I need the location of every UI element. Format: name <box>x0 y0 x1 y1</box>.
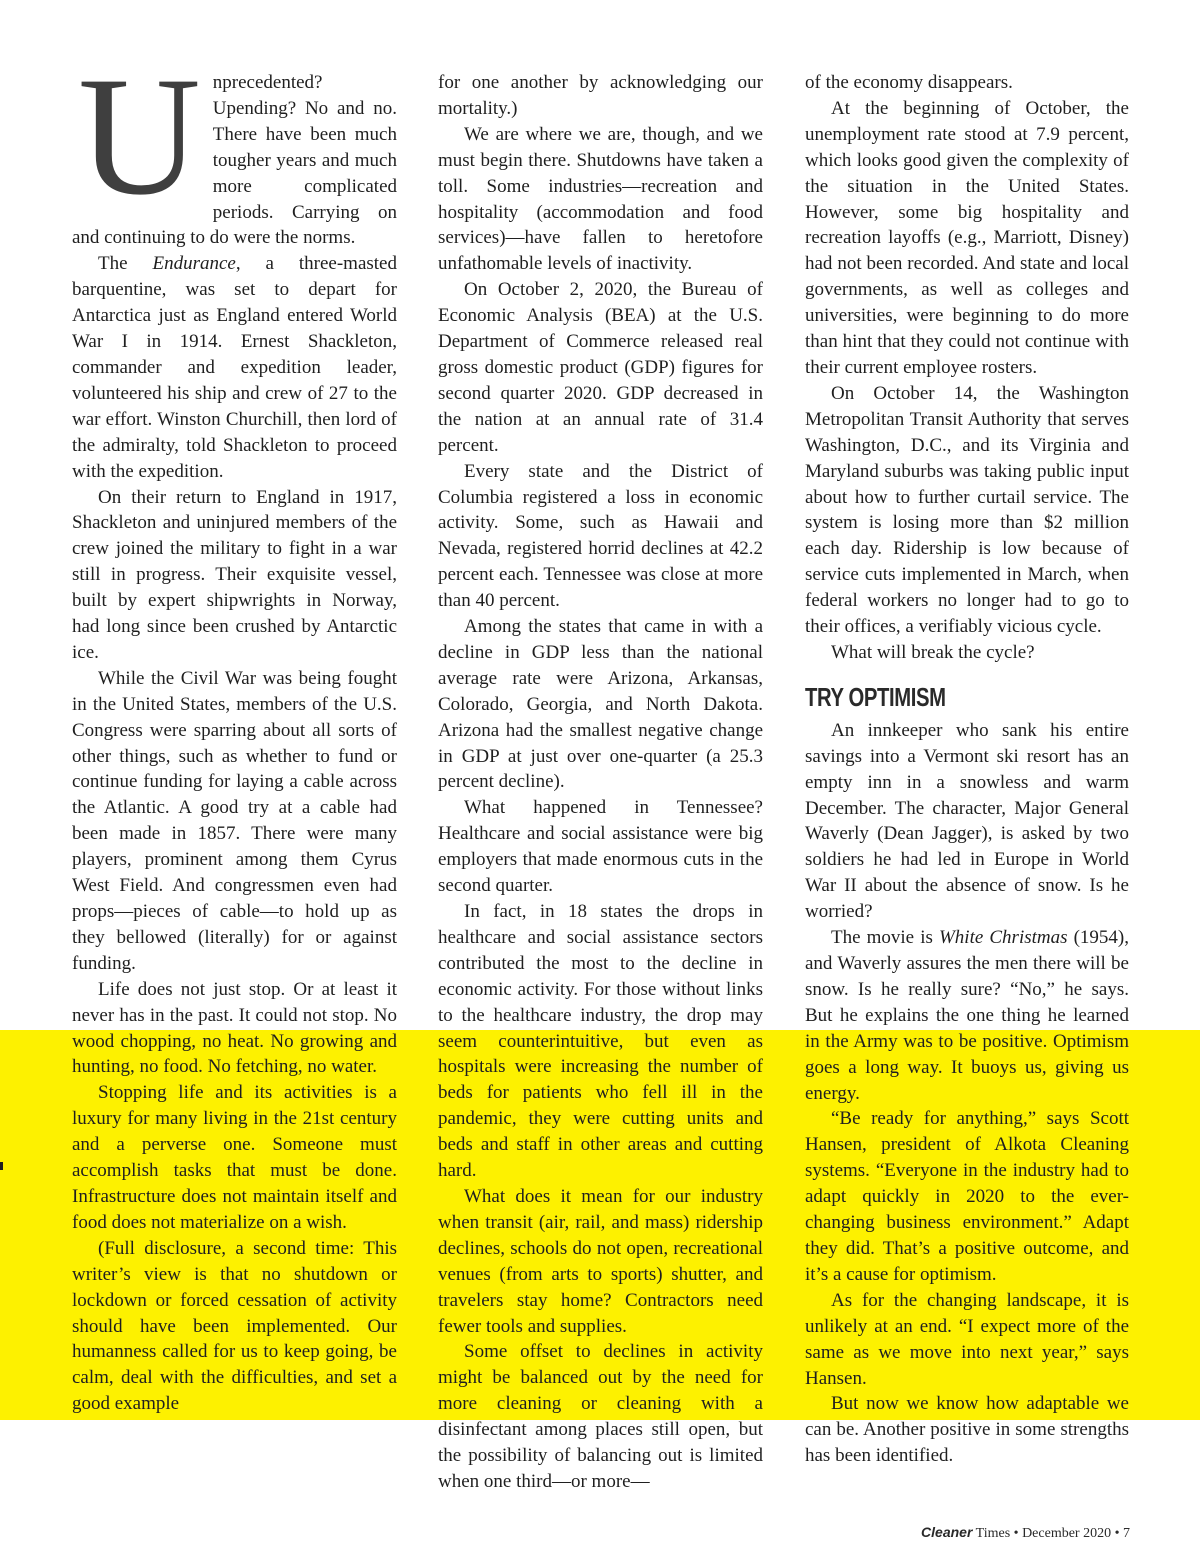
paragraph: “Be ready for anything,” says Scott Hansen, president of Alkota Cleaning systems. “Everyone in the industry had to adapt quickly in 2020 to the ever-changing business environment.” Adapt they did. That’s a positive outcome, and it’s a cause for optimism. <box>805 1108 1129 1285</box>
paragraph <box>805 925 1129 1106</box>
footer-separator: • <box>1010 1526 1023 1541</box>
drop-cap: U <box>78 42 201 230</box>
paragraph: On October 14, the Washington Metropolitan Transit Authority that serves Washington, D.C., and its Virginia and Maryland suburbs was taking public input about how to further curtail service. The system is losing more than $2 million each day. Ridership is low because of service cuts implemented in March, when federal workers no longer had to go to their offices, a verifiably vicious cycle. <box>805 382 1129 638</box>
footer-separator: • <box>1111 1526 1123 1541</box>
paragraph: As for the changing landscape, it is unlikely at an end. “I expect more of the same as we move into next year,” says Hansen. <box>805 1289 1129 1389</box>
paragraph-text: nprecedented? Upending? No and no. There have been much tougher years and much more complicated periods. Carrying on and continuing to do were the norms. <box>72 72 397 249</box>
paragraph: We are where we are, though, and we must begin there. Shutdowns have taken a toll. Some industries—recreation and hospitality (accommodation and food services)—have fallen to heretofore unfathomable levels of inactivity. <box>438 123 763 275</box>
paragraph: Some offset to declines in activity might be balanced out by the need for more cleaning or cleaning with a disinfectant among places still open, but the possibility of balancing out is limited when one third—or more— <box>438 1341 763 1492</box>
page-number: 7 <box>1123 1526 1130 1541</box>
margin-mark <box>0 1162 3 1170</box>
paragraph: for one another by acknowledging our mortality.) <box>438 72 763 119</box>
paragraph-text: (1954), and Waverly assures the men there will be snow. Is he really sure? “No,” he says. But he explains the one thing he learned in the Army was to be positive. Optimism goes a long way. It buoys us, giving us energy. <box>805 927 1130 1104</box>
paragraph: At the beginning of October, the unemployment rate stood at 7.9 percent, which looks good given the complexity of the situation in the United States. However, some big hospitality and recreation layoffs (e.g., Marriott, Disney) had not been recorded. And state and local governments, as well as colleges and universities, were beginning to do more than hint that they could not continue with their current employee rosters. <box>805 97 1129 378</box>
article-column-1 <box>72 42 397 1417</box>
paragraph: What does it mean for our industry when transit (air, rail, and mass) ridership declines, schools do not open, recreational venues (from arts to sports) shutter, and travelers stay home? Contractors need fewer tools and supplies. <box>438 1185 763 1337</box>
paragraph: of the economy disappears. <box>805 72 1013 93</box>
magazine-name-part1: Cleaner <box>921 1524 973 1540</box>
paragraph <box>72 251 397 484</box>
paragraph-text: The movie is <box>831 927 939 949</box>
paragraph: On their return to England in 1917, Shackleton and uninjured members of the crew joined the military to fight in a war still in progress. Their exquisite vessel, built by expert shipwrights in Norway, had long since been crushed by Antarctic ice. <box>72 486 397 663</box>
paragraph-text: , a three-masted barquentine, was set to depart for Antarctica just as England entered World War I in 1914. Ernest Shackleton, commander and expedition leader, volunteered his ship and crew of 27 to the war effort. Winston Churchill, then lord of the admiralty, told Shackleton to proceed with the expedition. <box>72 253 397 482</box>
movie-title: White Christmas <box>938 927 1068 949</box>
paragraph-text: The <box>98 253 153 275</box>
page-footer <box>921 1524 1130 1542</box>
article-column-2 <box>438 70 763 1495</box>
paragraph: Stopping life and its activities is a luxury for many living in the 21st century and a perverse one. Someone must accomplish tasks that must be done. Infrastructure does not maintain itself and food does not materialize on a wish. <box>72 1082 397 1233</box>
section-heading: TRY OPTIMISM <box>805 681 946 712</box>
paragraph: What will break the cycle? <box>831 641 1035 663</box>
paragraph: But now we know how adaptable we can be. Another positive in some strengths has been identified. <box>805 1393 1129 1467</box>
article-column-3 <box>805 70 1129 1469</box>
magazine-name-part2: Times <box>972 1526 1011 1541</box>
paragraph: On October 2, 2020, the Bureau of Economic Analysis (BEA) at the U.S. Department of Commerce released real gross domestic product (GDP) figures for second quarter 2020. GDP decreased in the nation at an annual rate of 31.4 percent. <box>438 279 763 456</box>
paragraph: Among the states that came in with a decline in GDP less than the national average rate were Arizona, Arkansas, Colorado, Georgia, and North Dakota. Arizona had the smallest negative change in GDP at just over one-quarter (a 25.3 percent decline). <box>438 616 763 793</box>
paragraph: While the Civil War was being fought in the United States, members of the U.S. Congress were sparring about all sorts of other things, such as whether to fund or continue funding for laying a cable across the Atlantic. A good try at a cable had been made in 1857. There were many players, prominent among them Cyrus West Field. And congressmen even had props—pieces of cable—to hold up as they bellowed (literally) for or against funding. <box>72 667 397 974</box>
issue-date: December 2020 <box>1022 1526 1112 1541</box>
paragraph: Every state and the District of Columbia registered a loss in economic activity. Some, such as Hawaii and Nevada, registered horrid declines at 42.2 percent each. Tennessee was close at more than 40 percent. <box>438 460 763 612</box>
paragraph: (Full disclosure, a second time: This writer’s view is that no shutdown or lockdown or forced cessation of activity should have been implemented. Our humanness called for us to keep going, be calm, deal with the difficulties, and set a good example <box>72 1237 397 1415</box>
paragraph: What happened in Tennessee? Healthcare and social assistance were big employers that made enormous cuts in the second quarter. <box>438 797 763 897</box>
paragraph: Life does not just stop. Or at least it never has in the past. It could not stop. No wood chopping, no heat. No growing and hunting, no food. No fetching, no water. <box>72 978 397 1078</box>
paragraph: An innkeeper who sank his entire savings into a Vermont ski resort has an empty inn in a snowless and warm December. The character, Major General Waverly (Dean Jagger), is asked by two soldiers he had led in Europe in World War II about the absence of snow. Is he worried? <box>805 719 1129 923</box>
ship-name: Endurance <box>152 253 236 275</box>
paragraph: In fact, in 18 states the drops in healthcare and social assistance sectors contributed the most to the decline in economic activity. For those without links to the healthcare industry, the drop may seem counterintuitive, but even as hospitals were increasing the number of beds for patients who fell ill in the pandemic, they were cutting units and beds and staff in other areas and cutting hard. <box>438 901 763 1182</box>
paragraph <box>72 42 397 251</box>
